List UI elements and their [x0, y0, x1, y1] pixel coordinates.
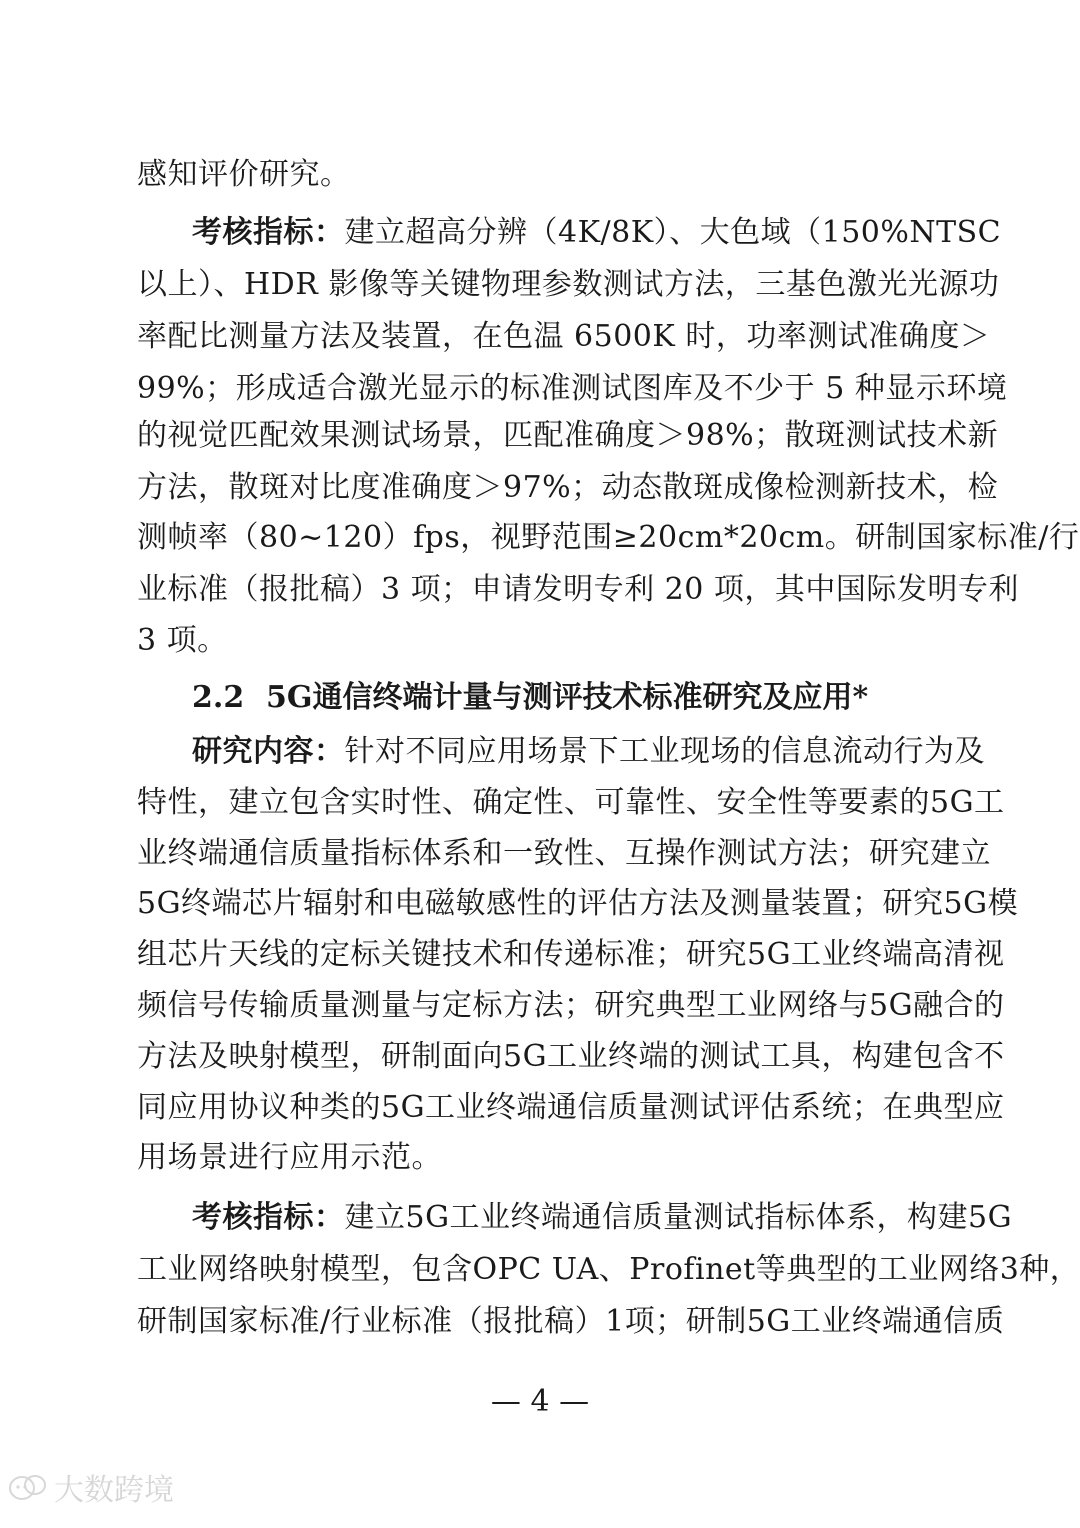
text-line-22 — [137, 1302, 1005, 1342]
line-text: 组芯片天线的定标关键技术和传递标准；研究5G工业终端高清视 — [137, 937, 1005, 972]
line-text: 用场景进行应用示范。 — [137, 1140, 442, 1175]
text-line-7 — [137, 468, 999, 508]
line-text: 特性，建立包含实时性、确定性、可靠性、安全性等要素的5G工 — [137, 785, 1005, 820]
line-text: 率配比测量方法及装置，在色温 6500K 时，功率测试准确度＞ — [137, 319, 991, 354]
text-line-2 — [192, 213, 1002, 253]
page-number: — 4 — — [490, 1384, 590, 1419]
assessment-label: 考核指标： — [192, 215, 345, 250]
text-line-5 — [137, 369, 1008, 409]
line-text: 业终端通信质量指标体系和一致性、互操作测试方法；研究建立 — [137, 836, 991, 871]
line-text: 以上）、HDR 影像等关键物理参数测试方法，三基色激光光源功 — [137, 267, 1000, 302]
text-line-9 — [137, 570, 1019, 610]
line-text: 建立超高分辨（4K/8K）、大色域（150%NTSC — [344, 215, 1002, 250]
watermark-text: 大数跨境 — [54, 1473, 174, 1508]
text-line-19 — [137, 1138, 967, 1178]
watermark-logo-icon — [8, 1472, 48, 1502]
section-number: 2.2 — [192, 680, 245, 715]
watermark — [8, 1462, 174, 1512]
text-line-10 — [137, 621, 967, 661]
text-line-4 — [137, 317, 991, 357]
line-text: 的视觉匹配效果测试场景，匹配准确度＞98%；散斑测试技术新 — [137, 418, 999, 453]
line-text: 同应用协议种类的5G工业终端通信质量测试评估系统；在典型应 — [137, 1090, 1005, 1125]
text-line-15 — [137, 935, 1005, 975]
line-text: 建立5G工业终端通信质量测试指标体系，构建5G — [344, 1200, 1013, 1235]
text-line-6 — [137, 416, 999, 456]
line-text: 5G终端芯片辐射和电磁敏感性的评估方法及测量装置；研究5G模 — [137, 886, 1019, 921]
line-text: 3 项。 — [137, 623, 228, 658]
line-text: 感知评价研究。 — [137, 157, 351, 192]
text-line-13 — [137, 834, 991, 874]
line-text: 工业网络映射模型，包含OPC UA、Profinet等典型的工业网络3种， — [137, 1252, 1080, 1287]
line-text: 99%；形成适合激光显示的标准测试图库及不少于 5 种显示环境 — [137, 371, 1008, 406]
line-text: 针对不同应用场景下工业现场的信息流动行为及 — [344, 734, 985, 769]
line-text: 方法，散斑对比度准确度＞97%；动态散斑成像检测新技术，检 — [137, 470, 999, 505]
line-text: 测帧率（80~120）fps，视野范围≥20cm*20cm。研制国家标准/行 — [137, 520, 1080, 555]
text-line-11 — [192, 732, 985, 772]
text-line-17 — [137, 1037, 1005, 1077]
text-line-18 — [137, 1088, 1005, 1128]
research-content-label: 研究内容： — [192, 734, 345, 769]
text-line-3 — [137, 265, 1000, 305]
line-text: 频信号传输质量测量与定标方法；研究典型工业网络与5G融合的 — [137, 988, 1005, 1023]
line-text: 方法及映射模型，研制面向5G工业终端的测试工具，构建包含不 — [137, 1039, 1005, 1074]
text-line-1 — [137, 155, 967, 195]
section-heading — [192, 678, 952, 718]
text-line-16 — [137, 986, 1005, 1026]
section-title: 5G通信终端计量与测评技术标准研究及应用* — [266, 680, 869, 715]
text-line-21 — [137, 1250, 1080, 1290]
text-line-14 — [137, 884, 1019, 924]
line-text: 业标准（报批稿）3 项；申请发明专利 20 项，其中国际发明专利 — [137, 572, 1019, 607]
text-line-12 — [137, 783, 1005, 823]
line-text: 研制国家标准/行业标准（报批稿）1项；研制5G工业终端通信质 — [137, 1304, 1005, 1339]
text-line-20 — [192, 1198, 1013, 1238]
assessment-label: 考核指标： — [192, 1200, 345, 1235]
text-line-8 — [137, 518, 1080, 558]
